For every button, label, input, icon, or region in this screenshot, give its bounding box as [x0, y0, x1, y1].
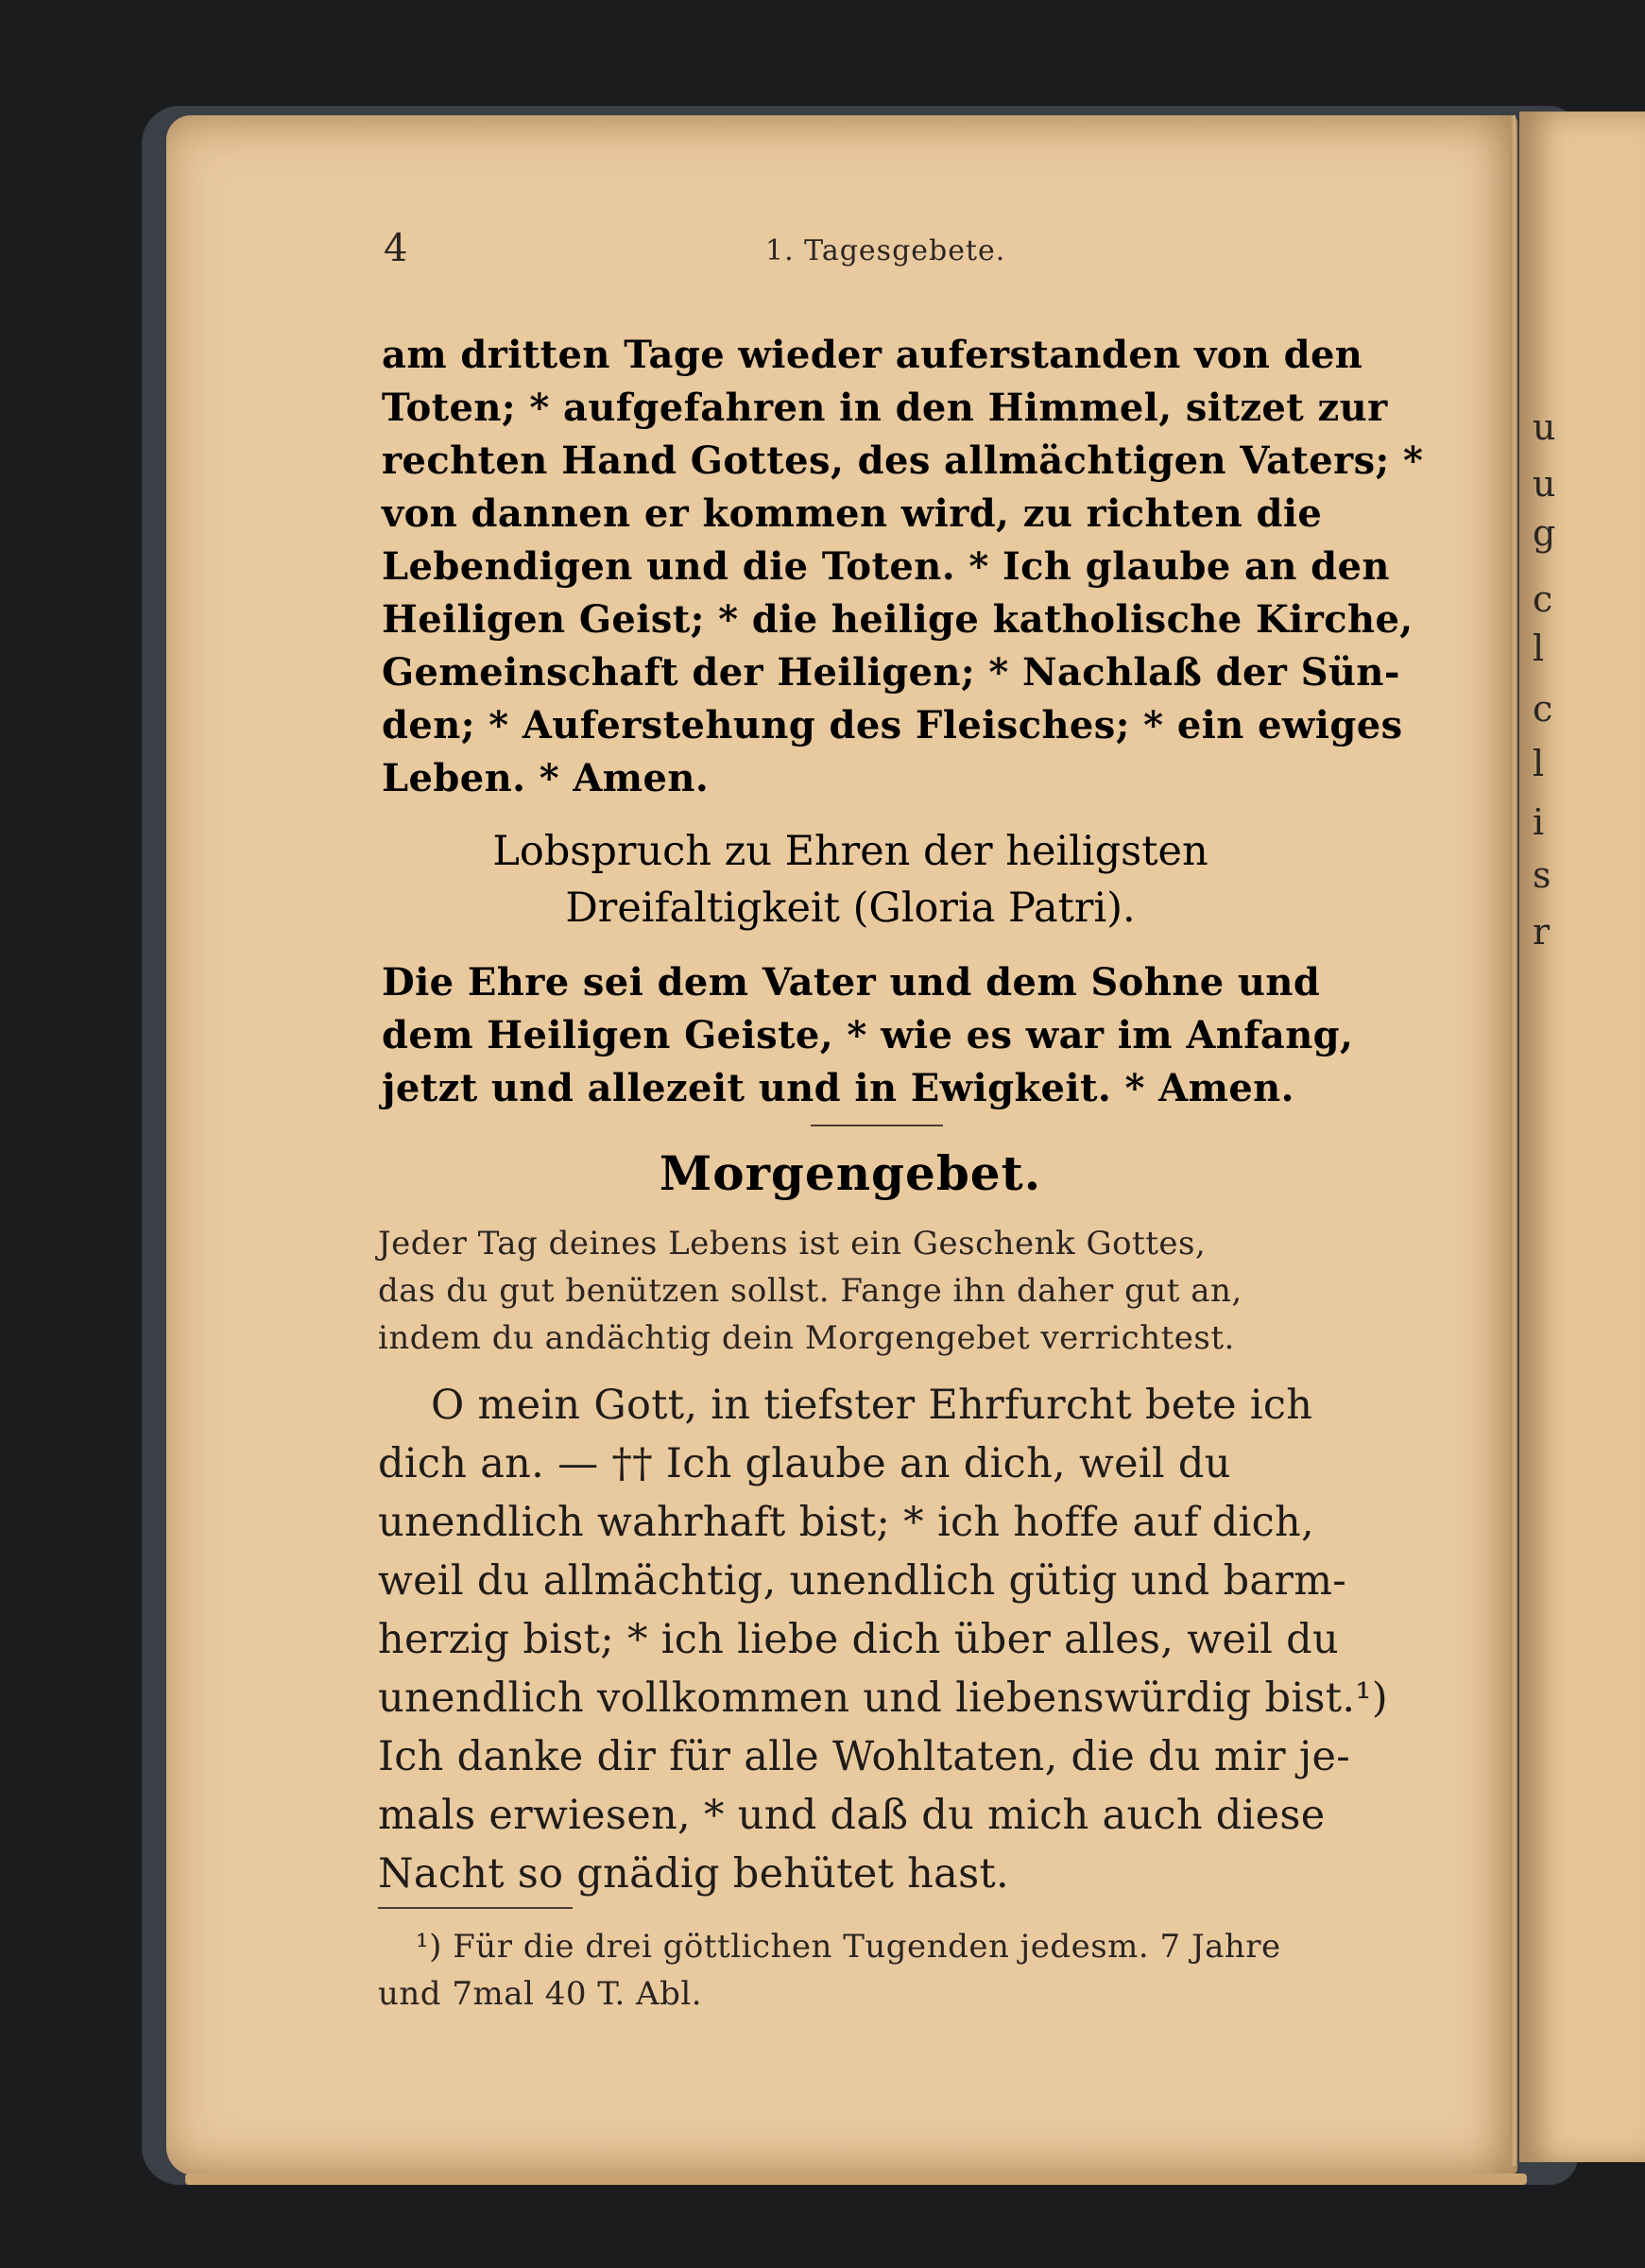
prayer-line: Nacht so gnädig behütet hast. [378, 1850, 1010, 1898]
footnote-rule [378, 1907, 573, 1909]
footnote-line: und 7mal 40 T. Abl. [378, 1975, 703, 2013]
next-page-fragment: c [1533, 688, 1553, 730]
next-page-fragment: g [1533, 512, 1556, 554]
section-divider [811, 1125, 943, 1126]
intro-line: das du gut benützen sollst. Fange ihn daher gut an, [378, 1272, 1242, 1310]
prayer-line: dich an. — †† Ich glaube an dich, weil du [378, 1440, 1231, 1487]
creed-line: am dritten Tage wieder auferstanden von den [382, 333, 1363, 377]
next-page-fragment: c [1533, 578, 1553, 620]
gloria-line: dem Heiligen Geiste, * wie es war im Anfang, [382, 1013, 1354, 1057]
creed-line: Toten; * aufgefahren in den Himmel, sitzet zur [382, 386, 1388, 430]
morning-prayer-heading: Morgengebet. [659, 1145, 1042, 1201]
gloria-line: Die Ehre sei dem Vater und dem Sohne und [382, 960, 1321, 1005]
footnote-line: ¹) Für die drei göttlichen Tugenden jedesm. 7 Jahre [416, 1928, 1281, 1966]
prayer-line: unendlich vollkommen und liebenswürdig bist.¹) [378, 1675, 1388, 1722]
prayer-line: herzig bist; * ich liebe dich über alles, weil du [378, 1616, 1339, 1663]
prayer-line: weil du allmächtig, unendlich gütig und barm- [378, 1557, 1347, 1605]
next-page-fragment: u [1533, 463, 1556, 505]
page-number: 4 [384, 227, 408, 270]
next-page-fragment: s [1533, 854, 1551, 896]
prayer-line: O mein Gott, in tiefster Ehrfurcht bete ich [431, 1382, 1313, 1429]
creed-line: Gemeinschaft der Heiligen; * Nachlaß der Sün- [382, 650, 1400, 695]
prayer-line: Ich danke dir für alle Wohltaten, die du mir je- [378, 1733, 1351, 1780]
next-page-fragment: l [1533, 627, 1545, 669]
next-page-edge [1519, 112, 1645, 2162]
next-page-fragment: u [1533, 406, 1556, 448]
gloria-line: jetzt und allezeit und in Ewigkeit. * Amen. [382, 1066, 1294, 1110]
creed-line: von dannen er kommen wird, zu richten die [382, 491, 1323, 536]
prayer-line: unendlich wahrhaft bist; * ich hoffe auf dich, [378, 1499, 1314, 1546]
creed-line: Lebendigen und die Toten. * Ich glaube an den [382, 544, 1390, 589]
next-page-fragment: l [1533, 743, 1545, 784]
intro-line: indem du andächtig dein Morgengebet verrichtest. [378, 1319, 1235, 1357]
next-page-fragment: i [1533, 801, 1545, 843]
prayer-line: mals erwiesen, * und daß du mich auch diese [378, 1792, 1326, 1839]
gloria-title-line: Dreifaltigkeit (Gloria Patri). [565, 885, 1136, 932]
page-gutter [1510, 115, 1516, 2166]
creed-line: Leben. * Amen. [382, 756, 710, 800]
intro-line: Jeder Tag deines Lebens ist ein Geschenk Gottes, [378, 1225, 1207, 1263]
page-bottom-edge [185, 2174, 1527, 2185]
page-header [0, 227, 1645, 284]
creed-line: Heiligen Geist; * die heilige katholische Kirche, [382, 597, 1414, 642]
next-page-fragment: r [1533, 911, 1551, 953]
creed-line: rechten Hand Gottes, des allmächtigen Vaters; * [382, 438, 1424, 483]
running-title: 1. Tagesgebete. [765, 234, 1006, 267]
creed-line: den; * Auferstehung des Fleisches; * ein ewiges [382, 703, 1403, 747]
gloria-title-line: Lobspruch zu Ehren der heiligsten [492, 828, 1208, 875]
